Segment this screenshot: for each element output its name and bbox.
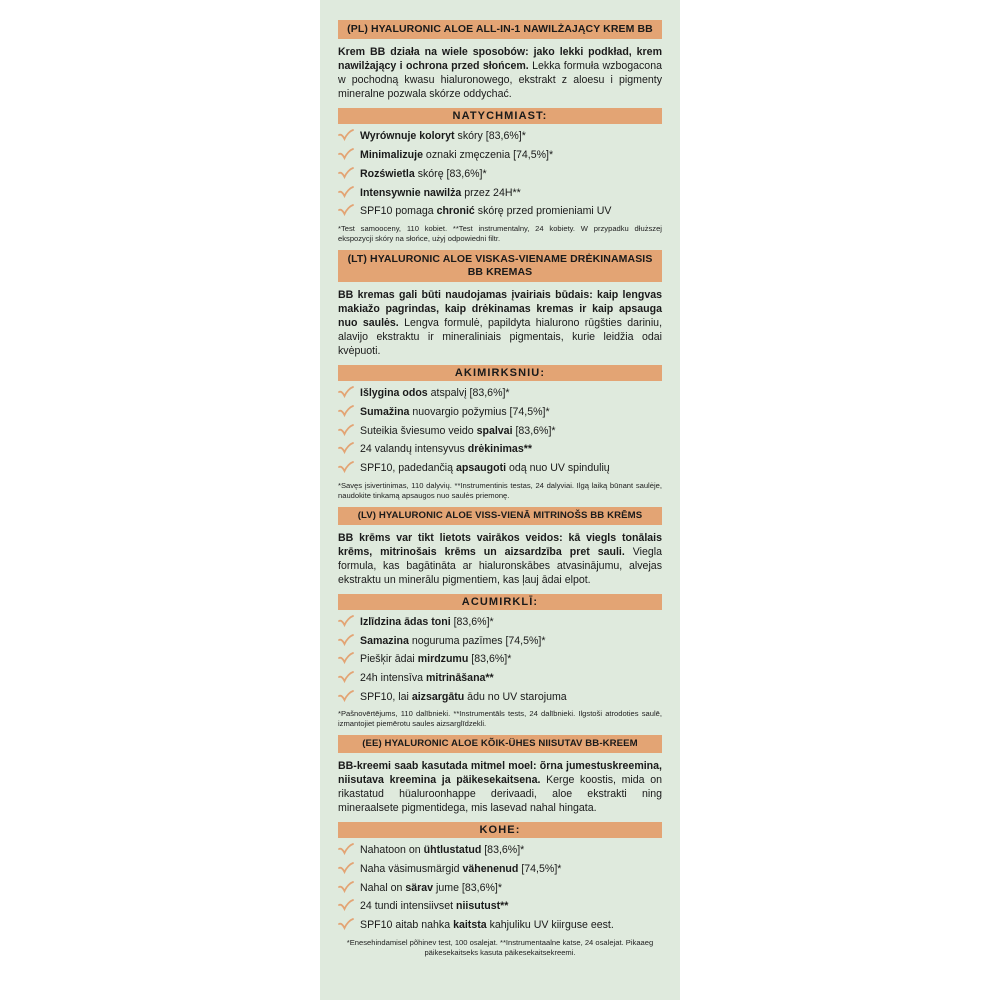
benefit-rest: [83,6%]* — [450, 615, 494, 628]
benefit-rest2: [83,6%]* — [468, 653, 512, 666]
list-item — [338, 168, 662, 181]
benefit-rest: atspalvį [83,6%]* — [427, 387, 510, 400]
benefit-rest: Naha väsimusmärgid — [360, 863, 463, 876]
benefit-bold2: mitrināšana** — [425, 671, 494, 684]
benefit-rest: 24 tundi intensiivset — [360, 900, 456, 913]
benefit-list-pl — [338, 130, 662, 218]
benefit-list-lt — [338, 387, 662, 475]
subbanner-pl: NATYCHMIAST: — [338, 108, 662, 124]
list-item — [338, 635, 662, 648]
check-icon — [338, 167, 354, 180]
benefit-bold2: drėkinimas** — [467, 443, 532, 456]
benefit-bold2: mirdzumu — [417, 653, 469, 666]
check-icon — [338, 843, 354, 856]
list-item — [338, 149, 662, 162]
section-banner-ee: (EE) HYALURONIC ALOE KÕIK-ÜHES NIISUTAV BB-KREEM — [338, 735, 662, 753]
benefit-rest2: jume [83,6%]* — [433, 881, 502, 894]
section-banner-lv: (LV) HYALURONIC ALOE VISS-VIENĀ MITRINOŠS BB KRĒMS — [338, 507, 662, 525]
benefit-rest: skórę [83,6%]* — [414, 167, 487, 180]
benefit-bold: Intensywnie nawilża — [360, 186, 462, 199]
benefit-rest: 24 valandų intensyvus — [360, 443, 468, 456]
language-block-lt — [338, 250, 662, 501]
list-item — [338, 443, 662, 456]
benefit-rest2: skórę przed promieniami UV — [474, 205, 612, 218]
list-item — [338, 919, 662, 932]
list-item — [338, 882, 662, 895]
intro-rest-ee: Kerge koostis, mida on rikastatud hüaluroonhappe derivaadi, aloe ekstrakti ning mineraalsete pigmentidega, mis lasevad nahal hingata. — [338, 774, 662, 815]
language-block-pl — [338, 20, 662, 244]
benefit-bold2: chronić — [436, 205, 475, 218]
list-item — [338, 406, 662, 419]
benefit-rest: oznaki zmęczenia [74,5%]* — [422, 149, 554, 162]
benefit-rest2: [74,5%]* — [518, 863, 562, 876]
benefit-bold2: niisutust** — [456, 900, 509, 913]
list-item — [338, 387, 662, 400]
check-icon — [338, 129, 354, 142]
benefit-bold: Minimalizuje — [360, 149, 423, 162]
benefit-rest: SPF10 pomaga — [360, 205, 437, 218]
benefit-rest: nuovargio požymius [74,5%]* — [409, 406, 550, 419]
intro-text-lt — [338, 288, 662, 358]
benefit-bold: Rozświetla — [360, 167, 415, 180]
intro-rest-lv: Viegla formula, kas bagātināta ar hialuronskābes atvasinājumu, alvejas ekstraktu un minerālu pigmentiem, kas ļauj ādai elpot. — [338, 545, 662, 586]
subbanner-ee: KOHE: — [338, 822, 662, 838]
benefit-bold2: ühtlustatud — [423, 844, 482, 857]
list-item — [338, 672, 662, 685]
intro-bold-lv: BB krēms var tikt lietots vairākos veidos: kā viegls tonālais krēms, mitrinošais krēms un aizsardzība pret sauli. — [338, 531, 662, 558]
benefit-rest2: ādu no UV starojuma — [464, 690, 567, 703]
section-banner-pl: (PL) HYALURONIC ALOE ALL-IN-1 NAWILŻAJĄCY KREM BB — [338, 20, 662, 39]
benefit-bold2: spalvai — [476, 424, 513, 437]
footnote-ee: *Enesehindamisel põhinev test, 100 osalejat. **Instrumentaalne katse, 24 osalejat. Pikaaeg päikesekaitseks kasuta päikesekaitsekreemi. — [346, 937, 654, 957]
check-icon — [338, 899, 354, 912]
footnote-lv: *Pašnovērtējums, 110 dalībnieki. **Instrumentāls tests, 24 dalībnieki. Ilgstoši atrodoties saulē, izmantojiet piemērotu saules aizsarglīdzekli. — [338, 709, 662, 729]
benefit-bold: Izlīdzina ādas toni — [360, 615, 451, 628]
benefit-bold2: särav — [405, 881, 434, 894]
check-icon — [338, 881, 354, 894]
benefit-rest: 24h intensīva — [360, 671, 426, 684]
check-icon — [338, 442, 354, 455]
intro-rest-pl: Lekka formuła wzbogacona w pochodną kwasu hialuronowego, ekstrakt z aloesu i pigmenty mineralne pozwala skórze oddychać. — [338, 60, 662, 101]
list-item — [338, 863, 662, 876]
intro-bold-pl: Krem BB działa na wiele sposobów: jako lekki podkład, krem nawilżający i ochrona przed słońcem. — [338, 46, 662, 73]
intro-bold-ee: BB-kreemi saab kasutada mitmel moel: õrna jumestuskreemina, niisutava kreemina ja päikesekaitsena. — [338, 760, 662, 787]
check-icon — [338, 461, 354, 474]
check-icon — [338, 690, 354, 703]
benefit-list-ee — [338, 844, 662, 932]
language-block-ee — [338, 735, 662, 958]
check-icon — [338, 148, 354, 161]
check-icon — [338, 386, 354, 399]
label-panel — [320, 0, 680, 1000]
benefit-rest: SPF10 aitab nahka — [360, 919, 454, 932]
benefit-bold2: kaitsta — [453, 919, 487, 932]
check-icon — [338, 186, 354, 199]
intro-text-pl — [338, 45, 662, 101]
footnote-lt: *Savęs įsivertinimas, 110 dalyvių. **Instrumentinis testas, 24 dalyviai. Ilgą laiką būnant saulėje, naudokite tinkamą apsaugos nuo saulės priemonę. — [338, 480, 662, 500]
benefit-bold: Samazina — [360, 634, 409, 647]
list-item — [338, 691, 662, 704]
benefit-rest2: odą nuo UV spindulių — [506, 462, 610, 475]
section-banner-lt: (LT) HYALURONIC ALOE VISKAS-VIENAME DRĖKINAMASIS BB KREMAS — [338, 250, 662, 282]
intro-text-lv — [338, 531, 662, 587]
benefit-rest2: kahjuliku UV kiirguse eest. — [486, 919, 614, 932]
intro-rest-lt: Lengva formulė, papildyta hialurono rūgšties dariniu, alavijo ekstraktu ir mineraliniais pigmentais, kurie leidžia odai kvėpuoti. — [338, 317, 663, 358]
footnote-pl: *Test samooceny, 110 kobiet. **Test instrumentalny, 24 kobiety. W przypadku dłuższej ekspozycji skóry na słońce, użyj odpowiedni filtr. — [338, 223, 662, 243]
list-item — [338, 205, 662, 218]
benefit-rest2: [83,6%]* — [512, 424, 556, 437]
benefit-bold: Išlygina odos — [360, 387, 428, 400]
list-item — [338, 130, 662, 143]
benefit-rest: noguruma pazīmes [74,5%]* — [408, 634, 546, 647]
list-item — [338, 425, 662, 438]
benefit-rest: Nahal on — [360, 881, 406, 894]
list-item — [338, 616, 662, 629]
list-item — [338, 462, 662, 475]
check-icon — [338, 204, 354, 217]
check-icon — [338, 652, 354, 665]
intro-bold-lt: BB kremas gali būti naudojamas įvairiais būdais: kaip lengvas makiažo pagrindas, kaip drėkinamas kremas ir kaip apsauga nuo saulės. — [338, 288, 662, 330]
benefit-rest: Suteikia šviesumo veido — [360, 424, 477, 437]
subbanner-lt: AKIMIRKSNIU: — [338, 365, 662, 381]
check-icon — [338, 862, 354, 875]
benefit-rest: skóry [83,6%]* — [454, 130, 526, 143]
list-item — [338, 653, 662, 666]
language-block-lv — [338, 507, 662, 730]
benefit-bold2: apsaugoti — [456, 462, 507, 475]
check-icon — [338, 634, 354, 647]
benefit-rest: SPF10, padedančią — [360, 462, 457, 475]
list-item — [338, 900, 662, 913]
check-icon — [338, 671, 354, 684]
check-icon — [338, 918, 354, 931]
benefit-bold: Sumažina — [360, 406, 410, 419]
benefit-rest: przez 24H** — [461, 186, 521, 199]
check-icon — [338, 615, 354, 628]
intro-text-ee — [338, 759, 662, 815]
benefit-rest: SPF10, lai — [360, 690, 412, 703]
subbanner-lv: ACUMIRKLĪ: — [338, 594, 662, 610]
benefit-rest2: [83,6%]* — [481, 844, 525, 857]
check-icon — [338, 405, 354, 418]
benefit-list-lv — [338, 616, 662, 704]
benefit-rest: Piešķir ādai — [360, 653, 418, 666]
benefit-bold2: vähenenud — [462, 863, 519, 876]
benefit-bold: Wyrównuje koloryt — [360, 130, 455, 143]
check-icon — [338, 424, 354, 437]
benefit-rest: Nahatoon on — [360, 844, 424, 857]
list-item — [338, 187, 662, 200]
list-item — [338, 844, 662, 857]
benefit-bold2: aizsargātu — [411, 690, 465, 703]
